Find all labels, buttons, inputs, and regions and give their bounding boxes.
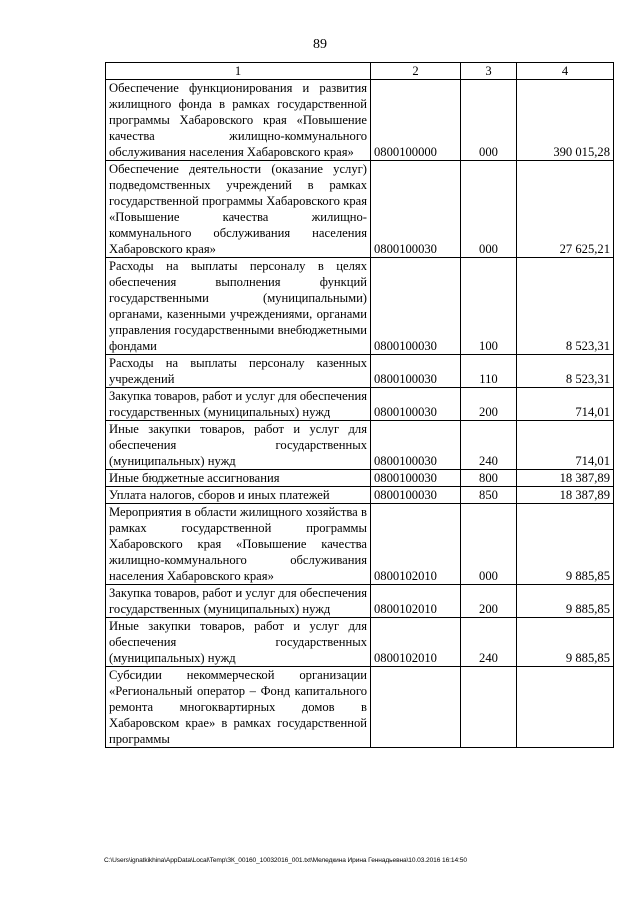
row-expense-type: 110 — [461, 355, 517, 388]
row-target-code: 0800102010 — [371, 618, 461, 667]
header-col-3: 3 — [461, 63, 517, 80]
row-expense-type: 850 — [461, 487, 517, 504]
row-description: Расходы на выплаты персоналу казенных учреждений — [106, 355, 371, 388]
table-row — [106, 585, 614, 618]
row-target-code: 0800102010 — [371, 504, 461, 585]
row-target-code: 0800100030 — [371, 487, 461, 504]
row-description: Мероприятия в области жилищного хозяйства в рамках государственной программы Хабаровского края «Повышение качества жилищно-коммунального обслуживания населения Хабаровского края» — [106, 504, 371, 585]
row-description: Обеспечение функционирования и развития жилищного фонда в рамках государственной программы Хабаровского края «Повышение качества жилищно-коммунального обслуживания населения Хабаровского края» — [106, 80, 371, 161]
row-amount: 8 523,31 — [517, 258, 614, 355]
row-amount: 27 625,21 — [517, 161, 614, 258]
table-body — [106, 80, 614, 748]
row-amount: 18 387,89 — [517, 470, 614, 487]
header-col-2: 2 — [371, 63, 461, 80]
table-row — [106, 421, 614, 470]
file-path-footer: C:\Users\ignatkikhina\AppData\Local\Temp\ЗК_00160_10032016_001.txt\Меледкина Ирина Геннадьевна\10.03.2016 16:14:50 — [104, 857, 467, 864]
table-row — [106, 470, 614, 487]
row-amount: 9 885,85 — [517, 504, 614, 585]
header-row — [106, 63, 614, 80]
row-description: Иные бюджетные ассигнования — [106, 470, 371, 487]
row-expense-type: 000 — [461, 80, 517, 161]
row-target-code: 0800100000 — [371, 80, 461, 161]
row-expense-type: 100 — [461, 258, 517, 355]
row-expense-type: 000 — [461, 504, 517, 585]
page-number: 89 — [313, 37, 327, 52]
row-expense-type: 200 — [461, 388, 517, 421]
table-row — [106, 80, 614, 161]
row-target-code: 0800100030 — [371, 421, 461, 470]
row-amount: 714,01 — [517, 421, 614, 470]
row-description: Субсидии некоммерческой организации «Региональный оператор – Фонд капитального ремонта многоквартирных домов в Хабаровском крае» в рамках государственной программы — [106, 667, 371, 748]
row-target-code: 0800100030 — [371, 258, 461, 355]
table-row — [106, 504, 614, 585]
table-row — [106, 618, 614, 667]
row-target-code: 0800100030 — [371, 355, 461, 388]
row-expense-type: 000 — [461, 161, 517, 258]
table-row — [106, 161, 614, 258]
table-row — [106, 667, 614, 748]
row-description: Иные закупки товаров, работ и услуг для обеспечения государственных (муниципальных) нужд — [106, 618, 371, 667]
row-target-code: 0800100030 — [371, 388, 461, 421]
row-target-code: 0800102010 — [371, 585, 461, 618]
budget-table — [105, 62, 614, 748]
header-col-4: 4 — [517, 63, 614, 80]
row-amount: 18 387,89 — [517, 487, 614, 504]
row-amount — [517, 667, 614, 748]
row-description: Расходы на выплаты персоналу в целях обеспечения выполнения функций государственными (муниципальными) органами, казенными учреждениями, органами управления государственными внебюджетными фондами — [106, 258, 371, 355]
row-expense-type: 240 — [461, 421, 517, 470]
row-target-code: 0800100030 — [371, 470, 461, 487]
row-expense-type — [461, 667, 517, 748]
row-amount: 8 523,31 — [517, 355, 614, 388]
header-col-1: 1 — [106, 63, 371, 80]
row-expense-type: 200 — [461, 585, 517, 618]
row-description: Уплата налогов, сборов и иных платежей — [106, 487, 371, 504]
row-description: Закупка товаров, работ и услуг для обеспечения государственных (муниципальных) нужд — [106, 388, 371, 421]
table-header — [106, 63, 614, 80]
table-row — [106, 355, 614, 388]
row-amount: 714,01 — [517, 388, 614, 421]
row-expense-type: 800 — [461, 470, 517, 487]
table-row — [106, 258, 614, 355]
row-amount: 390 015,28 — [517, 80, 614, 161]
row-target-code — [371, 667, 461, 748]
table-row — [106, 388, 614, 421]
row-target-code: 0800100030 — [371, 161, 461, 258]
row-description: Обеспечение деятельности (оказание услуг) подведомственных учреждений в рамках государственной программы Хабаровского края «Повышение качества жилищно-коммунального обслуживания населения Хабаровского края» — [106, 161, 371, 258]
row-expense-type: 240 — [461, 618, 517, 667]
row-description: Иные закупки товаров, работ и услуг для обеспечения государственных (муниципальных) нужд — [106, 421, 371, 470]
row-amount: 9 885,85 — [517, 585, 614, 618]
row-amount: 9 885,85 — [517, 618, 614, 667]
row-description: Закупка товаров, работ и услуг для обеспечения государственных (муниципальных) нужд — [106, 585, 371, 618]
table-row — [106, 487, 614, 504]
